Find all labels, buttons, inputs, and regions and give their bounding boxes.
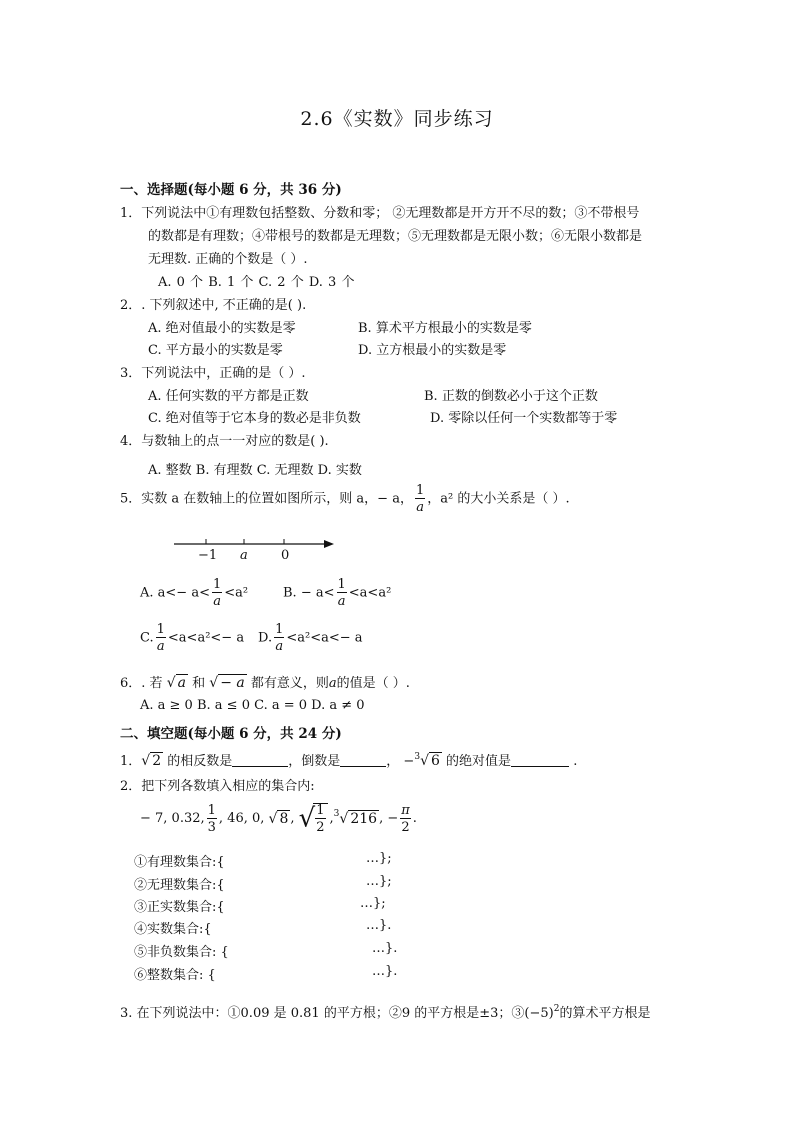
question-6-text-end: 的值是（ ）. <box>336 676 410 691</box>
variable-a: a <box>328 676 337 691</box>
page-title: 2.6《实数》同步练习 <box>300 108 494 130</box>
set-irrational-label: ②无理数集合:{ <box>134 878 225 893</box>
number-list-text: , 46, 0, <box>218 811 265 826</box>
question-6-text-start: 6．. 若 <box>120 676 163 691</box>
cube-root-6: √ 6 <box>420 753 440 769</box>
question-6-text-meaningful: 都有意义，则 <box>250 676 329 691</box>
set-real-end: …}. <box>366 918 392 933</box>
fraction-numerator: 1 <box>212 577 222 592</box>
option-a-text: A. a<− a< <box>140 585 210 601</box>
fraction-one-over-a <box>156 623 166 653</box>
number-list <box>140 803 417 834</box>
question-2-option-b: B. 算术平方根最小的实数是零 <box>358 321 532 336</box>
fraction-one-third <box>207 804 217 834</box>
question-2-stem: 2．. 下列叙述中, 不正确的是( ). <box>120 298 307 313</box>
question-3-option-a: A. 任何实数的平方都是正数 <box>148 389 309 404</box>
set-irrational-end: …}; <box>366 874 392 889</box>
option-a-text-end: <a² <box>224 585 249 601</box>
question-5-option-b <box>283 578 391 608</box>
fraction-denominator: 2 <box>401 819 410 835</box>
set-nonnegative-label: ⑤非负数集合: { <box>134 945 229 960</box>
set-nonnegative-end: …}. <box>372 941 398 956</box>
number-line-tick-zero: 0 <box>281 548 290 563</box>
question-1-options: A. 0 个 B. 1 个 C. 2 个 D. 3 个 <box>158 275 355 290</box>
cube-root-index: 3 <box>333 809 340 819</box>
sqrt-a: √ a <box>166 675 186 691</box>
fill-3-text: 3. 在下列说法中：①0.09 是 0.81 的平方根；②9 的平方根是±3；③ <box>120 1006 525 1021</box>
fill-1-text-reciprocal: ，倒数是 <box>288 754 341 769</box>
number-line-tick-minus-one: −1 <box>198 548 218 563</box>
question-5-option-d <box>258 623 363 653</box>
sqrt-sign-large: √ <box>298 803 316 834</box>
sqrt-8: √ 8 <box>268 810 289 827</box>
fraction-denominator: a <box>275 639 284 654</box>
question-5-stem <box>120 484 570 514</box>
question-1-line-2: 的数都是有理数；④带根号的数都是无理数；⑤无理数都是无限小数；⑥无限小数都是 <box>148 229 643 244</box>
fill-1-text-opposite: 的相反数是 <box>167 754 233 769</box>
fill-1-text-minus: ， − <box>386 754 415 769</box>
fraction-denominator: a <box>156 639 165 654</box>
fraction-denominator: a <box>337 594 346 609</box>
option-b-text: B. − a< <box>283 585 335 601</box>
question-6-options: A. a ≥ 0 B. a ≤ 0 C. a = 0 D. a ≠ 0 <box>140 698 365 713</box>
set-integer-end: …}. <box>372 964 398 979</box>
question-4-options: A. 整数 B. 有理数 C. 无理数 D. 实数 <box>148 463 362 478</box>
fraction-one-over-a <box>415 484 425 514</box>
answer-blank[interactable] <box>340 754 386 767</box>
sqrt-2: √ 2 <box>141 753 162 769</box>
sqrt-radicand: 2 <box>152 753 162 769</box>
option-d-text: D. <box>258 630 273 646</box>
fraction-numerator: 1 <box>316 803 325 818</box>
sqrt-minus-a: √ − a <box>209 675 245 691</box>
fraction-numerator: 1 <box>275 622 284 637</box>
sqrt-one-half <box>313 803 327 834</box>
question-3-option-c: C. 绝对值等于它本身的数必是非负数 <box>148 411 361 426</box>
section-header-fill: 二、填空题(每小题 6 分，共 24 分) <box>120 726 342 742</box>
question-5-option-c <box>140 623 244 653</box>
fill-question-2-stem: 2．把下列各数填入相应的集合内: <box>120 779 315 794</box>
fraction-pi-over-2 <box>400 804 411 834</box>
number-list-text: − 7, 0.32, <box>140 811 205 826</box>
fraction-numerator: π <box>401 802 410 818</box>
sqrt-radicand: a <box>177 675 186 691</box>
option-c-text: C. <box>140 630 154 646</box>
fraction-denominator: a <box>416 500 424 515</box>
fraction-one-over-a <box>337 578 347 608</box>
fill-question-1 <box>120 750 577 769</box>
fraction-denominator: a <box>213 594 221 609</box>
sqrt-radicand: − a <box>220 675 245 691</box>
fraction-numerator: 1 <box>156 622 165 637</box>
question-3-option-d: D. 零除以任何一个实数都等于零 <box>430 411 618 426</box>
sqrt-radicand: 216 <box>350 810 378 827</box>
fraction-numerator: 1 <box>415 483 425 498</box>
answer-blank[interactable] <box>511 754 569 767</box>
set-real-label: ④实数集合:{ <box>134 922 212 937</box>
number-list-text: . <box>412 811 417 826</box>
question-1-line-1: 1．下列说法中①有理数包括整数、分数和零； ②无理数都是开方开不尽的数；③不带根号 <box>120 206 640 221</box>
number-list-text: , − <box>379 811 399 826</box>
option-b-text-end: <a<a² <box>348 585 392 601</box>
question-6-text-and: 和 <box>192 676 206 691</box>
sqrt-radicand: 8 <box>279 810 289 827</box>
fill-1-number: 1． <box>120 754 142 769</box>
fill-1-text-absolute: 的绝对值是 <box>446 754 512 769</box>
question-5-stem-text: 5．实数 a 在数轴上的位置如图所示，则 a，− a， <box>120 491 413 507</box>
fraction-denominator: 2 <box>316 820 325 835</box>
answer-blank[interactable] <box>232 754 288 767</box>
fill-3-exponent: 2 <box>553 1004 560 1014</box>
fill-1-end: . <box>573 754 578 769</box>
question-2-option-c: C. 平方最小的实数是零 <box>148 343 283 358</box>
set-positive-real-end: …}; <box>360 896 386 911</box>
question-5-stem-end: ，a² 的大小关系是（ ）. <box>427 491 570 507</box>
set-rational-label: ①有理数集合:{ <box>134 855 225 870</box>
cube-root-index: 3 <box>414 752 421 762</box>
fraction-numerator: 1 <box>207 802 216 818</box>
question-1-line-3: 无理数. 正确的个数是（ ）. <box>148 252 308 267</box>
cube-root-216: √ 216 <box>339 810 378 827</box>
set-rational-end: …}; <box>366 851 392 866</box>
option-c-text-end: <a<a²<− a <box>167 630 245 646</box>
set-positive-real-label: ③正实数集合:{ <box>134 900 225 915</box>
fraction-one-over-a <box>212 578 222 608</box>
option-d-text-end: <a²<a<− a <box>286 630 363 646</box>
question-5-option-a <box>140 578 248 608</box>
section-header-choice: 一、选择题(每小题 6 分，共 36 分) <box>120 182 342 198</box>
question-6-stem <box>120 672 410 691</box>
question-4-stem: 4．与数轴上的点一一对应的数是( ). <box>120 434 329 449</box>
fill-3-text-end: 的算术平方根是 <box>559 1006 651 1021</box>
fraction-one-over-a <box>274 623 284 653</box>
question-3-stem: 3．下列说法中，正确的是（ ）. <box>120 366 306 381</box>
number-line-tick-a: a <box>240 548 248 563</box>
fraction-numerator: 1 <box>337 577 346 592</box>
question-2-option-a: A. 绝对值最小的实数是零 <box>148 321 296 336</box>
number-list-text: , <box>290 811 295 826</box>
set-integer-label: ⑥整数集合: { <box>134 968 216 983</box>
question-3-option-b: B. 正数的倒数必小于这个正数 <box>424 389 598 404</box>
fraction-denominator: 3 <box>207 819 216 835</box>
fill-question-3 <box>120 1002 650 1021</box>
fill-3-base: (−5) <box>524 1006 554 1021</box>
number-list-text: , <box>329 811 334 826</box>
sqrt-radicand: 6 <box>430 753 440 769</box>
question-2-option-d: D. 立方根最小的实数是零 <box>358 343 507 358</box>
